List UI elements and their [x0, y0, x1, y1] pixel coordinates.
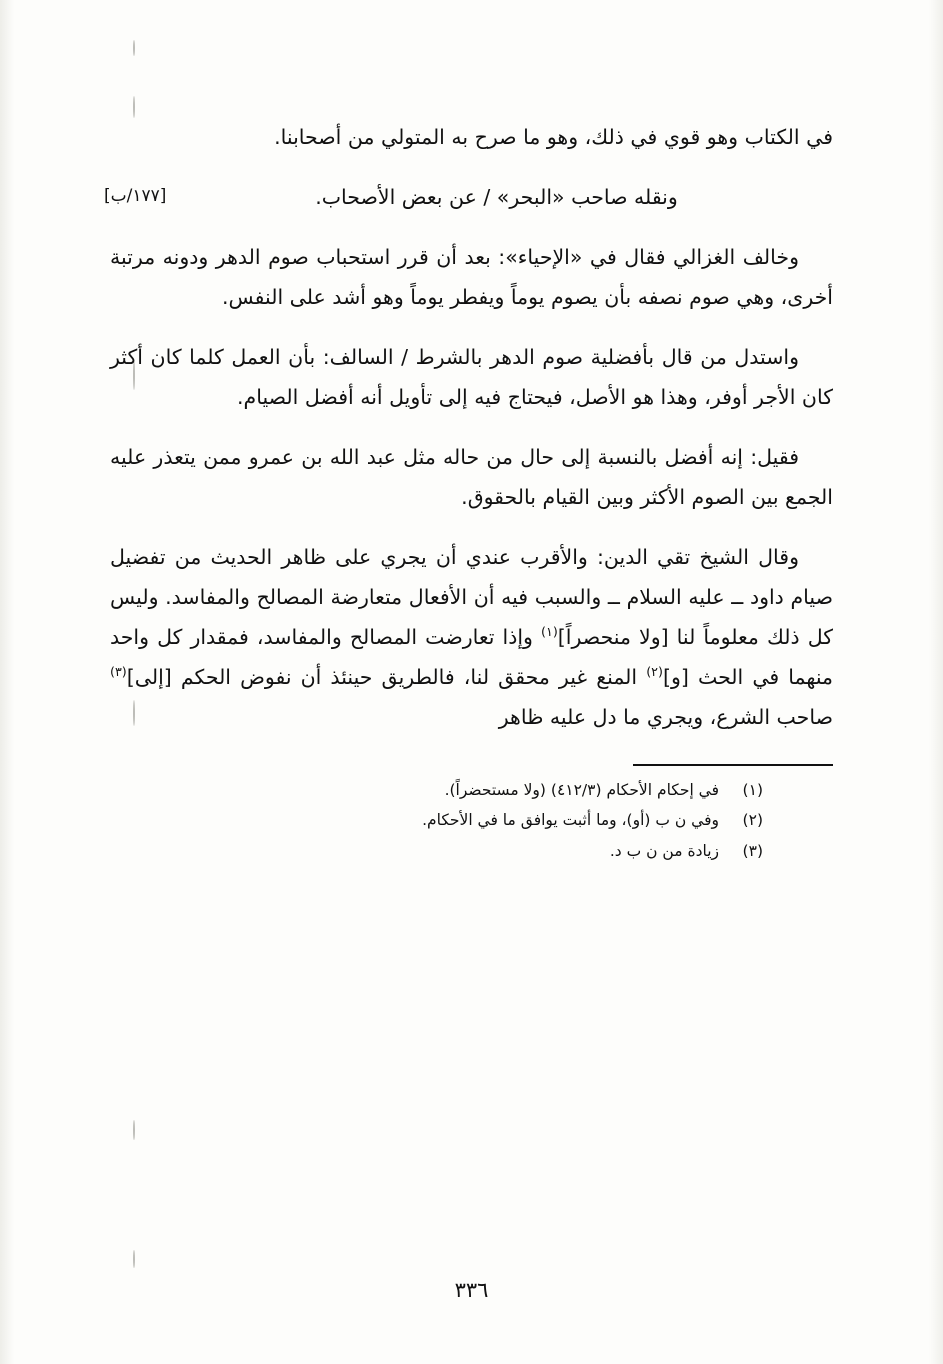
page-number: ٣٣٦: [454, 1278, 489, 1302]
body-text-block: [104, 118, 833, 738]
footnotes-block: [110, 776, 833, 866]
scan-speckle: [133, 96, 135, 118]
footnote-number: (١): [742, 780, 763, 799]
footnote-text: وفي ن ب (أو)، وما أثبت يوافق ما في الأحكام.: [422, 811, 719, 830]
folio-line: [104, 178, 833, 218]
footnote-reference[interactable]: (٢): [646, 663, 663, 679]
footnote-item: [110, 806, 833, 835]
scan-edge-left: [0, 0, 14, 1364]
footnote-separator: [633, 764, 833, 766]
footnote-text: في إحكام الأحكام (٤١٢/٣) (ولا مستحضراً).: [444, 780, 719, 799]
scan-speckle: [133, 40, 135, 56]
footnote-number: (٣): [742, 841, 763, 860]
footnote-item: [110, 837, 833, 866]
paragraph-2: ونقله صاحب «البحر» / عن بعض الأصحاب.: [315, 184, 678, 209]
footnote-item: [110, 776, 833, 805]
paragraph-3: وخالف الغزالي فقال في «الإحياء»: بعد أن قرر استحباب صوم الدهر ودونه مرتبة أخرى، وهي صوم نصفه بأن يصوم يوماً ويفطر يوماً وهو أشد على النفس.: [110, 244, 833, 309]
paragraph-6: وقال الشيخ تقي الدين: والأقرب عندي أن يجري على ظاهر الحديث من تفضيل صيام داود ــ عليه السلام ــ والسبب فيه أن الأفعال متعارضة المصالح والمفاسد. وليس كل ذلك معلوماً لنا [ولا منحصراً]$^{(١)}$ وإذا تعارضت المصالح والمفاسد، فمقدار كل واحد منهما في الحث [و]$^{(٢)}$ المنع غير محقق لنا، فالطريق حينئذ أن نفوض الحكم [إلى]$^{(٣)}$ صاحب الشرع، ويجري ما دل عليه ظاهر: [110, 544, 833, 729]
footnote-number: (٢): [742, 811, 763, 830]
page-content: [104, 118, 833, 868]
scan-edge-right: [929, 0, 943, 1364]
scan-speckle: [133, 1250, 135, 1268]
footnote-reference[interactable]: (٣): [110, 663, 127, 679]
paragraph-4: واستدل من قال بأفضلية صوم الدهر بالشرط / السالف: بأن العمل كلما كان أكثر كان الأجر أوفر، وهذا هو الأصل، فيحتاج فيه إلى تأويل أنه أفضل الصيام.: [110, 344, 833, 409]
paragraph-5: فقيل: إنه أفضل بالنسبة إلى حال من حاله مثل عبد الله بن عمرو ممن يتعذر عليه الجمع بين الصوم الأكثر وبين القيام بالحقوق.: [110, 444, 833, 509]
footnote-text: زيادة من ن ب د.: [609, 841, 719, 860]
scan-speckle: [133, 1120, 135, 1140]
footnote-reference[interactable]: (١): [541, 623, 558, 639]
paragraph-1: في الكتاب وهو قوي في ذلك، وهو ما صرح به المتولي من أصحابنا.: [274, 125, 833, 149]
folio-marker: [١٧٧/ب]: [104, 185, 167, 206]
